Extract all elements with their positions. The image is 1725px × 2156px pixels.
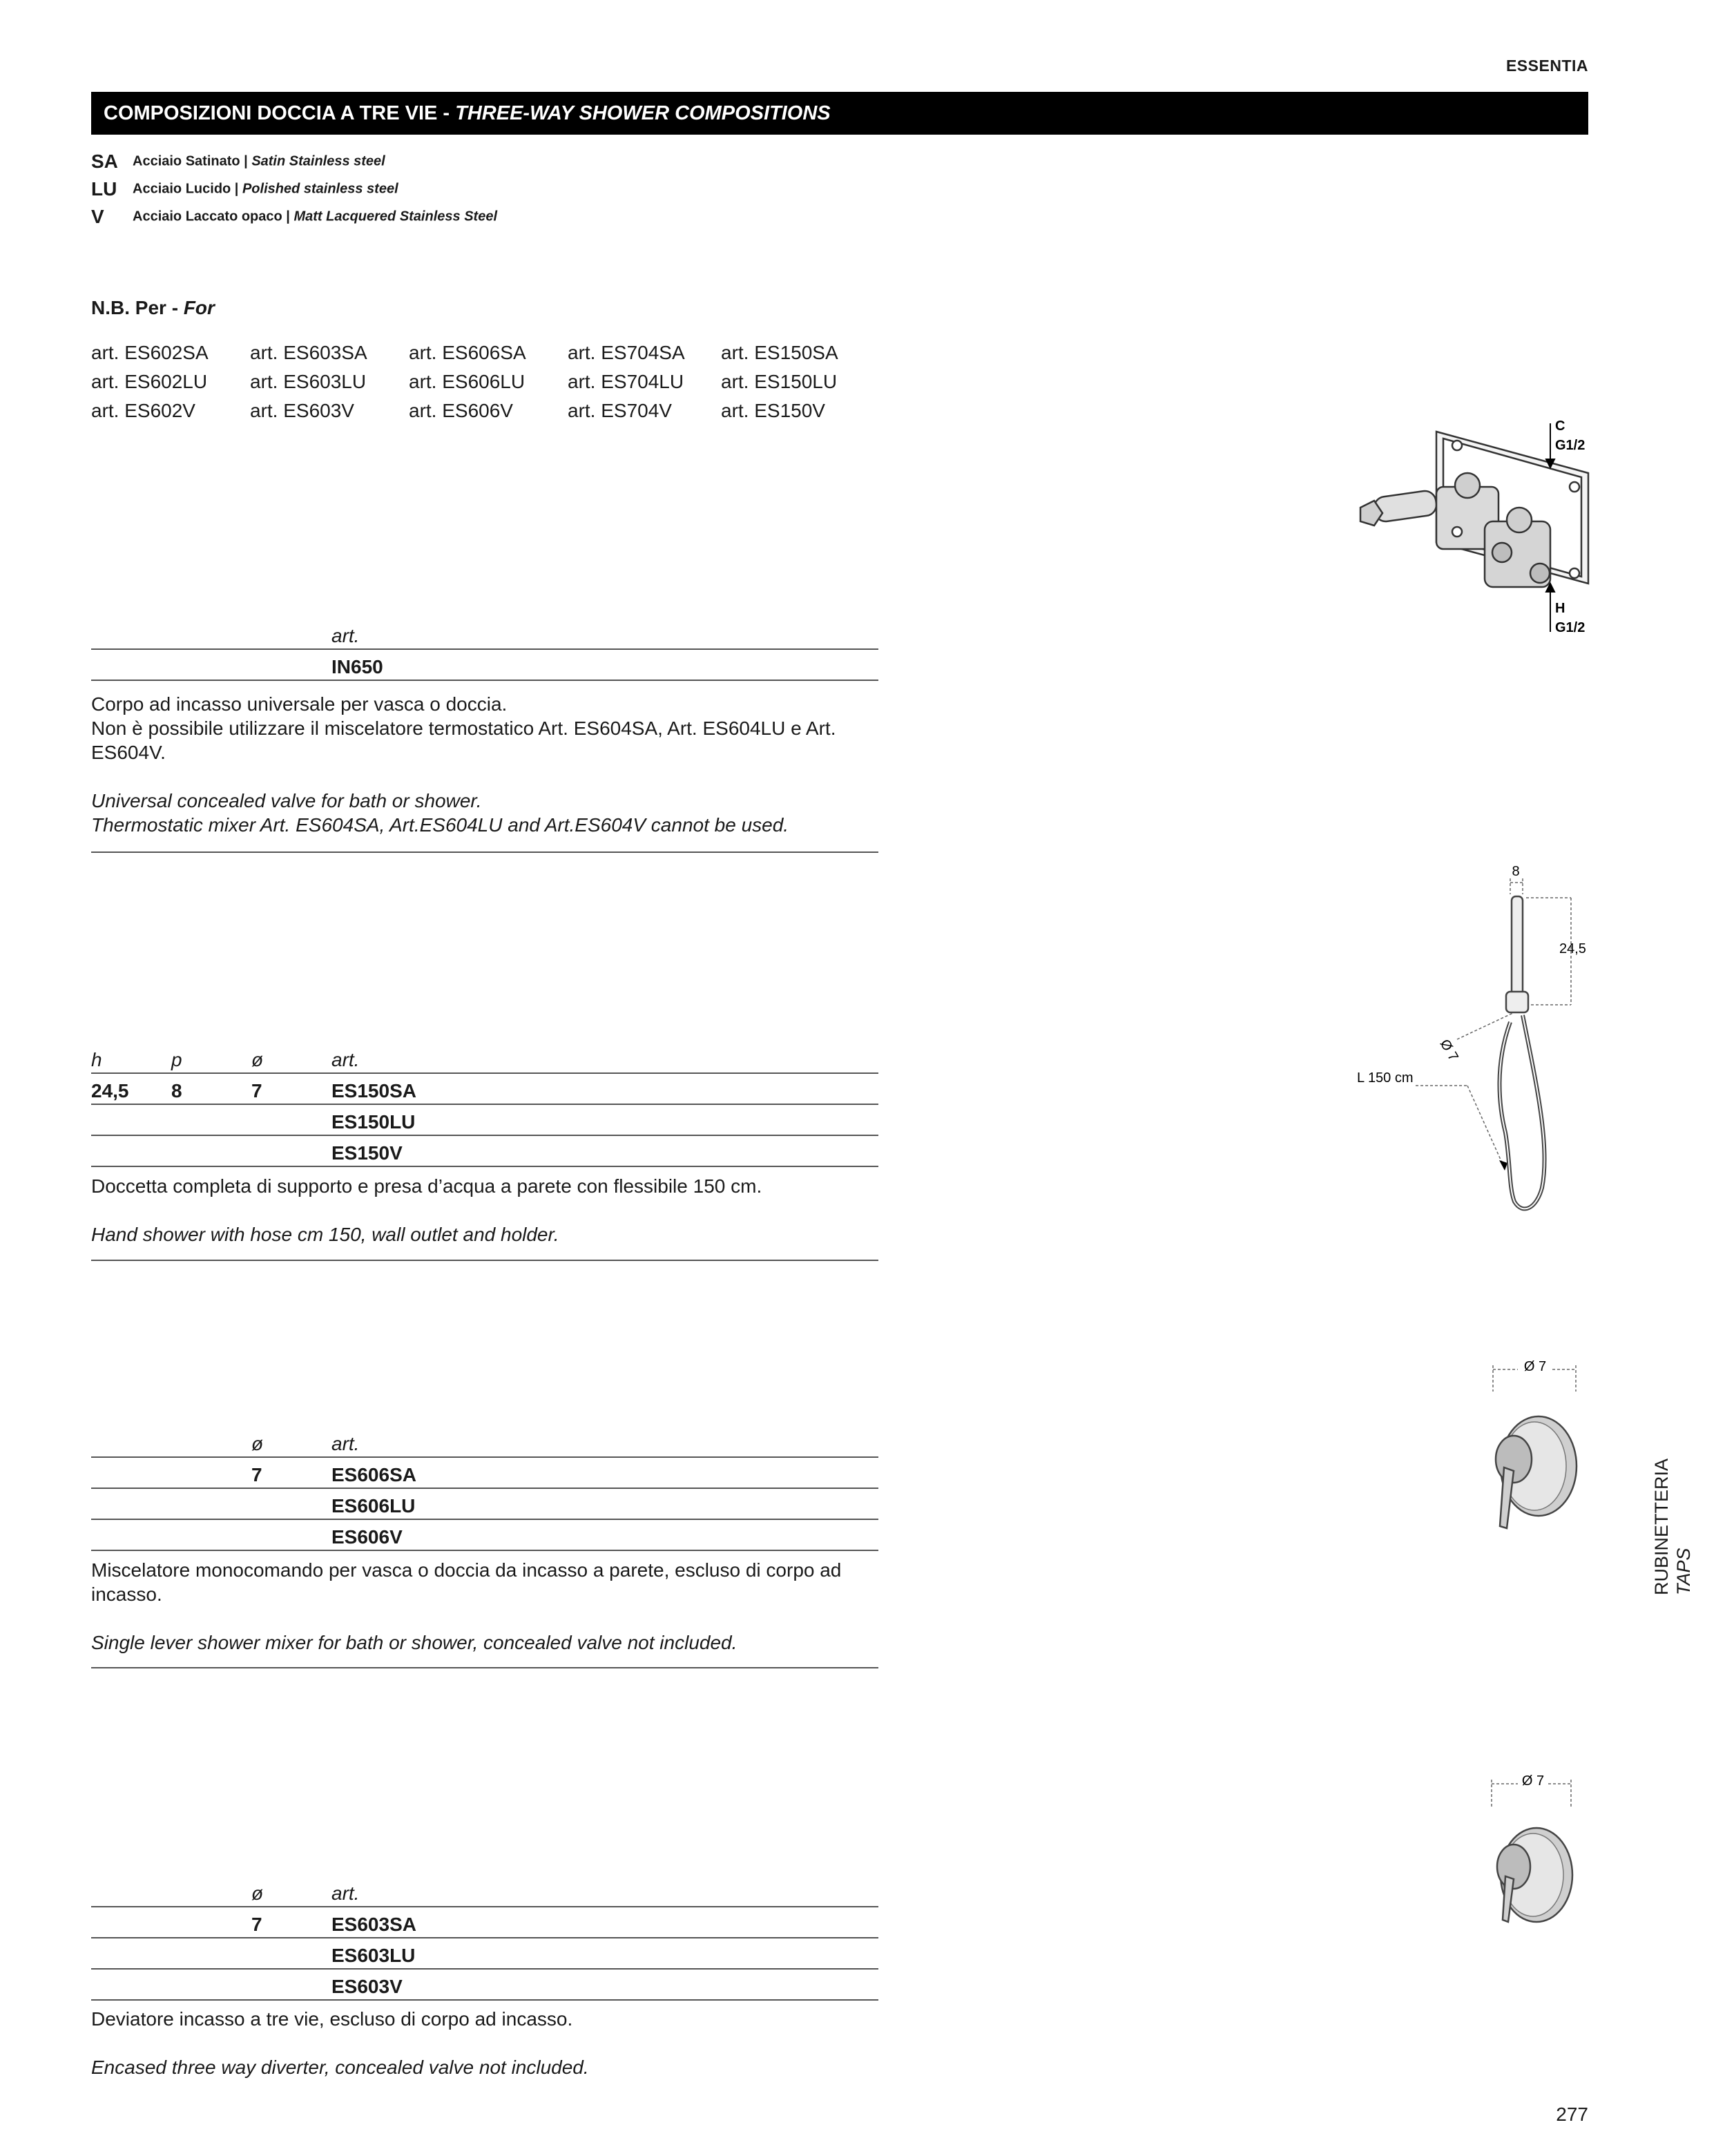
header-diameter: ø — [251, 1427, 331, 1457]
dimension-diameter: Ø 7 — [1521, 1773, 1545, 1789]
dimension-hose-length: L 150 cm — [1357, 1070, 1414, 1086]
note-article: art. ES602SA — [91, 342, 209, 363]
cell-p — [171, 1488, 251, 1519]
cell-p — [171, 1519, 251, 1550]
header-p — [171, 619, 251, 649]
note-article: art. ES150V — [721, 400, 825, 421]
cell-art-code: ES603V — [331, 1969, 878, 2000]
table-row — [91, 1938, 878, 1969]
note-article: art. ES606LU — [409, 371, 526, 392]
note-article: art. ES606SA — [409, 342, 526, 363]
cell-h — [91, 1488, 171, 1519]
note-row — [91, 367, 880, 396]
note-article: art. ES602V — [91, 400, 195, 421]
finish-name-it: Acciaio Laccato opaco | — [133, 209, 294, 224]
table-header-row — [91, 1427, 878, 1457]
note-article: art. ES150SA — [721, 342, 838, 363]
note-row — [91, 338, 880, 367]
note-article: art. ES603V — [250, 400, 354, 421]
table-row — [91, 1457, 878, 1488]
cell-art-code: ES150LU — [331, 1104, 878, 1135]
finish-name-it: Acciaio Lucido | — [133, 181, 242, 197]
note-article: art. ES704SA — [568, 342, 685, 363]
side-label-en: TAPS — [1673, 1548, 1694, 1595]
description-it: Deviatore incasso a tre vie, escluso di corpo ad incasso. — [91, 2008, 573, 2030]
hot-label: H — [1555, 601, 1565, 616]
table-row — [91, 1969, 878, 2000]
table-row — [91, 649, 878, 680]
finish-code: LU — [91, 178, 117, 200]
header-art: art. — [331, 1427, 878, 1457]
product-table-es606 — [91, 1427, 878, 1551]
header-h — [91, 1427, 171, 1457]
cell-art-code: ES150SA — [331, 1073, 878, 1104]
cell-diameter — [251, 1135, 331, 1166]
section-divider — [91, 851, 878, 853]
three-way-diverter-drawing — [1457, 1764, 1609, 1937]
header-art: art. — [331, 619, 878, 649]
table-row — [91, 1519, 878, 1550]
description-en: Hand shower with hose cm 150, wall outlet and holder. — [91, 1224, 559, 1245]
note-article: art. ES603LU — [250, 371, 367, 392]
cell-h — [91, 1907, 171, 1938]
note-label-it: N.B. Per - — [91, 297, 184, 318]
header-h — [91, 619, 171, 649]
table-header-row — [91, 1043, 878, 1073]
product-table-es603 — [91, 1876, 878, 2001]
cell-art-code: ES606LU — [331, 1488, 878, 1519]
cold-size: G1/2 — [1555, 438, 1586, 453]
finish-name-en: Matt Lacquered Stainless Steel — [293, 209, 497, 224]
cell-h — [91, 649, 171, 680]
table-row — [91, 1488, 878, 1519]
page-number: 277 — [1556, 2104, 1588, 2125]
header-h: h — [91, 1043, 171, 1073]
cell-p — [171, 1457, 251, 1488]
cell-diameter: 7 — [251, 1073, 331, 1104]
product-table-es150 — [91, 1043, 878, 1167]
table-header-row — [91, 619, 878, 649]
cell-art-code: IN650 — [331, 649, 878, 680]
cold-label: C — [1555, 418, 1565, 434]
cell-art-code: ES603LU — [331, 1938, 878, 1969]
header-diameter: ø — [251, 1876, 331, 1907]
cell-p — [171, 649, 251, 680]
header-p — [171, 1427, 251, 1457]
cell-diameter — [251, 1938, 331, 1969]
cell-h — [91, 1938, 171, 1969]
product-description-es606 — [91, 1558, 878, 1655]
finish-name-en: Satin Stainless steel — [251, 153, 385, 169]
dimension-height: 24,5 — [1559, 941, 1586, 956]
section-divider — [91, 1260, 878, 1261]
header-diameter: ø — [251, 1043, 331, 1073]
dimension-diameter: Ø 7 — [1436, 1037, 1461, 1064]
hot-size: G1/2 — [1555, 620, 1586, 635]
note-article: art. ES704LU — [568, 371, 684, 392]
dimension-diameter: Ø 7 — [1523, 1359, 1547, 1374]
cell-h — [91, 1104, 171, 1135]
finish-name-en: Polished stainless steel — [242, 181, 398, 197]
note-article: art. ES606V — [409, 400, 513, 421]
cell-p — [171, 1938, 251, 1969]
table-row — [91, 1907, 878, 1938]
cell-h — [91, 1969, 171, 2000]
cell-h — [91, 1135, 171, 1166]
side-label-it: RUBINETTERIA — [1651, 1458, 1672, 1595]
header-art: art. — [331, 1876, 878, 1907]
header-p: p — [171, 1043, 251, 1073]
note-article-grid — [91, 338, 880, 425]
cell-p — [171, 1104, 251, 1135]
note-row — [91, 396, 880, 425]
cell-h — [91, 1519, 171, 1550]
product-description-es603 — [91, 2007, 878, 2079]
cell-h — [91, 1457, 171, 1488]
single-lever-mixer-drawing — [1457, 1350, 1609, 1537]
product-description-in650 — [91, 692, 878, 837]
cell-art-code: ES606SA — [331, 1457, 878, 1488]
finish-legend-sa — [91, 151, 385, 173]
finish-code: V — [91, 206, 104, 227]
header-art: art. — [331, 1043, 878, 1073]
finish-name-it: Acciaio Satinato | — [133, 153, 252, 169]
cell-art-code: ES150V — [331, 1135, 878, 1166]
table-row — [91, 1104, 878, 1135]
cell-h: 24,5 — [91, 1073, 171, 1104]
cell-art-code: ES606V — [331, 1519, 878, 1550]
table-row — [91, 1135, 878, 1166]
note-label-en: For — [183, 297, 215, 318]
section-title-bar — [91, 92, 1588, 135]
section-title-en: THREE-WAY SHOWER COMPOSITIONS — [455, 102, 831, 124]
product-table-in650 — [91, 619, 878, 681]
description-en: Encased three way diverter, concealed valve not included. — [91, 2057, 589, 2078]
cell-diameter — [251, 1969, 331, 2000]
cell-diameter — [251, 649, 331, 680]
cell-diameter — [251, 1488, 331, 1519]
concealed-valve-drawing — [1353, 411, 1602, 646]
note-article: art. ES704V — [568, 400, 672, 421]
cell-p — [171, 1907, 251, 1938]
brand-name: ESSENTIA — [1505, 57, 1588, 75]
finish-legend-lu — [91, 178, 398, 200]
hand-shower-drawing — [1350, 856, 1599, 1229]
side-category-label — [1650, 1443, 1706, 1595]
note-article: art. ES150LU — [721, 371, 838, 392]
cell-p: 8 — [171, 1073, 251, 1104]
table-row — [91, 1073, 878, 1104]
cell-diameter: 7 — [251, 1907, 331, 1938]
cell-p — [171, 1969, 251, 2000]
description-en: Universal concealed valve for bath or shower. Thermostatic mixer Art. ES604SA, Art.ES604LU and Art.ES604V cannot be used. — [91, 790, 789, 836]
header-h — [91, 1876, 171, 1907]
finish-legend-v — [91, 206, 497, 228]
dimension-width: 8 — [1512, 864, 1520, 879]
cell-art-code: ES603SA — [331, 1907, 878, 1938]
header-diameter — [251, 619, 331, 649]
cell-p — [171, 1135, 251, 1166]
description-it: Doccetta completa di supporto e presa d’acqua a parete con flessibile 150 cm. — [91, 1175, 762, 1197]
section-divider — [91, 1667, 878, 1668]
header-p — [171, 1876, 251, 1907]
table-header-row — [91, 1876, 878, 1907]
description-it: Miscelatore monocomando per vasca o doccia da incasso a parete, escluso di corpo ad incasso. — [91, 1559, 842, 1605]
note-article: art. ES602LU — [91, 371, 208, 392]
note-label — [91, 297, 215, 319]
description-it: Corpo ad incasso universale per vasca o doccia. Non è possibile utilizzare il miscelatore termostatico Art. ES604SA, Art. ES604LU e Art. ES604V. — [91, 693, 836, 763]
finish-code: SA — [91, 151, 118, 172]
cell-diameter — [251, 1519, 331, 1550]
note-article: art. ES603SA — [250, 342, 367, 363]
cell-diameter — [251, 1104, 331, 1135]
product-description-es150 — [91, 1174, 878, 1247]
cell-diameter: 7 — [251, 1457, 331, 1488]
description-en: Single lever shower mixer for bath or shower, concealed valve not included. — [91, 1632, 738, 1653]
section-title-it: COMPOSIZIONI DOCCIA A TRE VIE - — [104, 102, 456, 124]
